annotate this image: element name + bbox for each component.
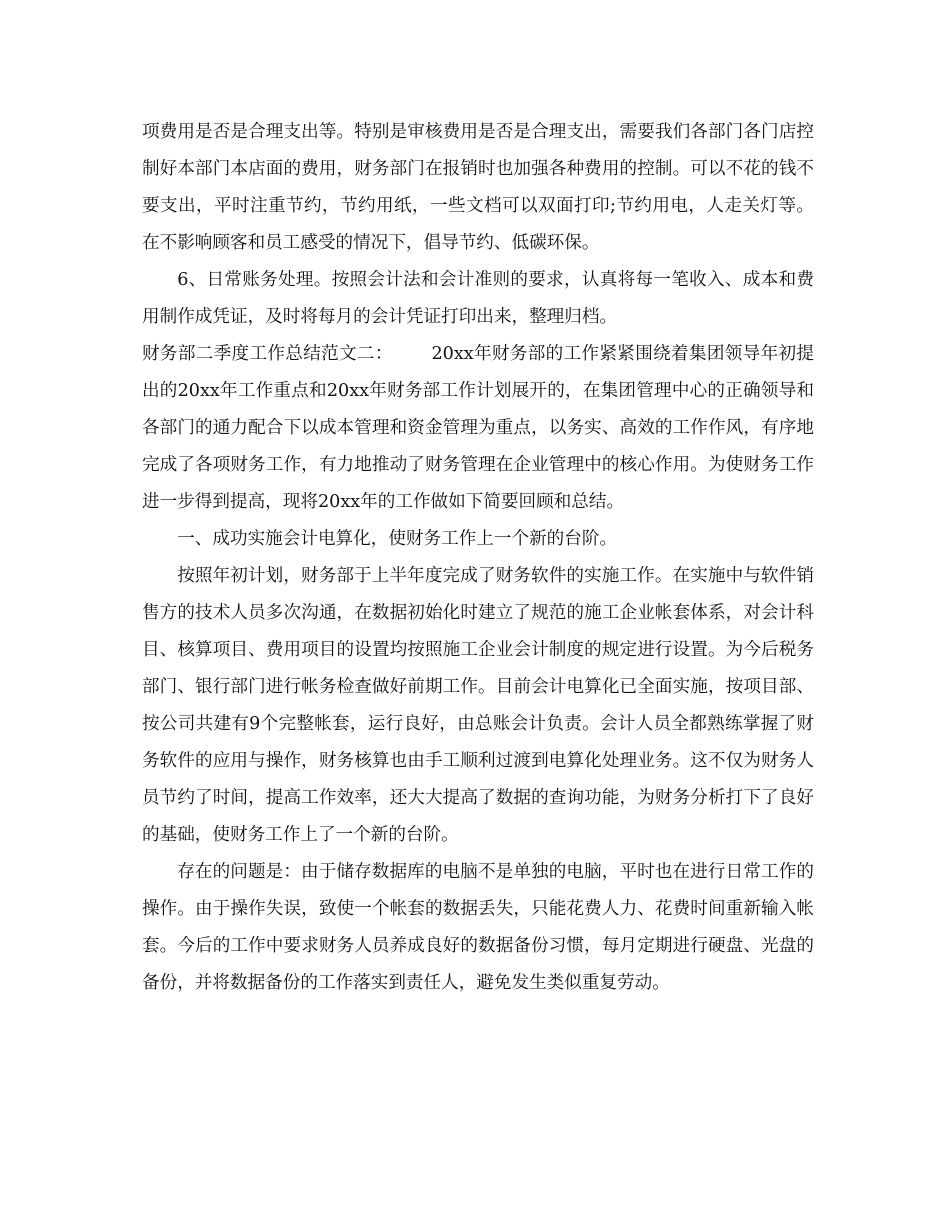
paragraph-software-implementation: 按照年初计划，财务部于上半年度完成了财务软件的实施工作。在实施中与软件销售方的技术人员多次沟通，在数据初始化时建立了规范的施工企业帐套体系，对会计科目、核算项目、费用项目的设置均按照施工企业会计制度的规定进行设置。为今后税务部门、银行部门进行帐务检查做好前期工作。目前会计电算化已全面实施，按项目部、按公司共建有9个完整帐套，运行良好，由总账会计负责。会计人员全都熟练掌握了财务软件的应用与操作，财务核算也由手工顺利过渡到电算化处理业务。这不仅为财务人员节约了时间，提高工作效率，还大大提高了数据的查询功能，为财务分析打下了良好的基础，使财务工作上了一个新的台阶。 <box>142 566 814 845</box>
section-heading-computerization: 一、成功实施会计电算化，使财务工作上一个新的台阶。 <box>177 529 618 549</box>
paragraph-daily-accounting: 6、日常账务处理。按照会计法和会计准则的要求，认真将每一笔收入、成本和费用制作成凭证，及时将每月的会计凭证打印出来，整理归档。 <box>142 270 814 327</box>
sample-two-text: 20xx年财务部的工作紧紧围绕着集团领导年初提出的20xx年工作重点和20xx年财务部工作计划展开的，在集团管理中心的正确领导和各部门的通力配合下以成本管理和资金管理为重点，以务实、高效的工作作风，有序地完成了各项财务工作，有力地推动了财务管理在企业管理中的核心作用。为使财务工作进一步得到提高，现将20xx年的工作做如下简要回顾和总结。 <box>142 344 814 512</box>
document-body <box>142 114 814 1002</box>
paragraph-sample-two-intro <box>142 336 814 521</box>
paragraph-existing-problems: 存在的问题是：由于储存数据库的电脑不是单独的电脑，平时也在进行日常工作的操作。由于操作失误，致使一个帐套的数据丢失，只能花费人力、花费时间重新输入帐套。今后的工作中要求财务人员养成良好的数据备份习惯，每月定期进行硬盘、光盘的备份，并将数据备份的工作落实到责任人，避免发生类似重复劳动。 <box>142 862 814 993</box>
paragraph-expense-control: 项费用是否是合理支出等。特别是审核费用是否是合理支出，需要我们各部门各门店控制好本部门本店面的费用，财务部门在报销时也加强各种费用的控制。可以不花的钱不要支出，平时注重节约，节约用纸，一些文档可以双面打印;节约用电，人走关灯等。在不影响顾客和员工感受的情况下，倡导节约、低碳环保。 <box>142 122 814 253</box>
sample-two-heading: 财务部二季度工作总结范文二： <box>142 344 393 364</box>
